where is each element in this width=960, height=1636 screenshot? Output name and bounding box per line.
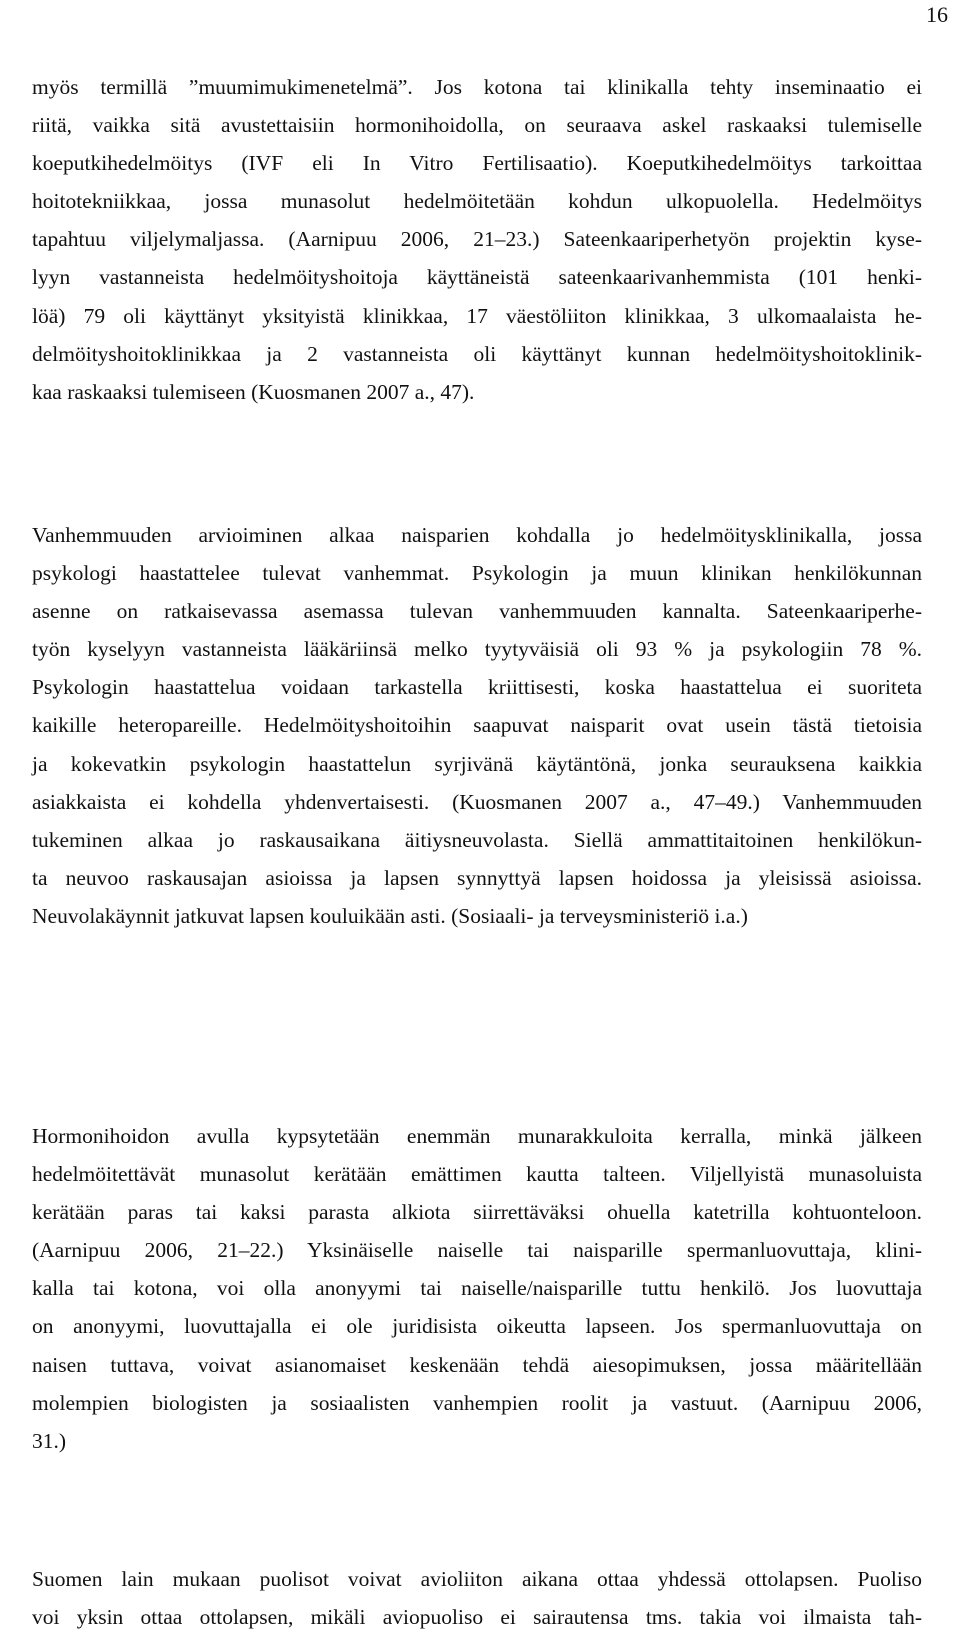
text-line: riitä, vaikka sitä avustettaisiin hormonihoidolla, on seuraava askel raskaaksi tulemiselle bbox=[32, 113, 922, 138]
text-line: Vanhemmuuden arvioiminen alkaa naisparien kohdalla jo hedelmöitysklinikalla, jossa bbox=[32, 523, 922, 547]
text-line: asenne on ratkaisevassa asemassa tulevan vanhemmuuden kannalta. Sateenkaariperhe- bbox=[32, 599, 922, 624]
text-line: (Aarnipuu 2006, 21–22.) Yksinäiselle naiselle tai naisparille spermanluovuttaja, klini- bbox=[32, 1238, 922, 1263]
text-line: molempien biologisten ja sosiaalisten vanhempien roolit ja vastuut. (Aarnipuu 2006, bbox=[32, 1390, 922, 1415]
paragraph-ivf-intro bbox=[32, 68, 922, 411]
text-line: voi yksin ottaa ottolapsen, mikäli aviopuoliso ei sairautensa tms. takia voi ilmaista tah- bbox=[32, 1605, 922, 1630]
text-line: delmöityshoitoklinikkaa ja 2 vastanneista oli käyttänyt kunnan hedelmöityshoitoklinik- bbox=[32, 341, 922, 366]
text-line: asiakkaista ei kohdella yhdenvertaisesti. (Kuosmanen 2007 a., 47–49.) Vanhemmuuden bbox=[32, 789, 922, 814]
text-line: 31.) bbox=[32, 1428, 67, 1453]
text-line: ta neuvoo raskausajan asioissa ja lapsen synnyttyä lapsen hoidossa ja yleisissä asioissa. bbox=[32, 865, 922, 890]
text-line: lyyn vastanneista hedelmöityshoitoja käyttäneistä sateenkaarivanhemmista (101 henki- bbox=[32, 265, 922, 290]
text-line: Suomen lain mukaan puolisot voivat avioliiton aikana ottaa yhdessä ottolapsen. Puoliso bbox=[32, 1567, 922, 1591]
page-number: 16 bbox=[926, 2, 948, 27]
text-line: Psykologin haastattelua voidaan tarkastella kriittisesti, koska haastattelua ei suoriteta bbox=[32, 675, 922, 700]
text-line: kaikille heteropareille. Hedelmöityshoitoihin saapuvat naisparit ovat usein tästä tietoisia bbox=[32, 713, 922, 738]
text-line: työn kyselyyn vastanneista lääkäriinsä melko tyytyväisiä oli 93 % ja psykologiin 78 %. bbox=[32, 637, 922, 662]
text-line: kaa raskaaksi tulemiseen (Kuosmanen 2007 a., 47). bbox=[32, 379, 475, 404]
text-line: naisen tuttava, voivat asianomaiset keskenään tehdä aiesopimuksen, jossa määritellään bbox=[32, 1352, 922, 1377]
paragraph-hormone-treatment bbox=[32, 1117, 922, 1460]
text-line: Hormonihoidon avulla kypsytetään enemmän munarakkuloita kerralla, minkä jälkeen bbox=[32, 1124, 922, 1148]
text-line: Neuvolakäynnit jatkuvat lapsen kouluikään asti. (Sosiaali- ja terveysministeriö i.a.) bbox=[32, 903, 748, 928]
paragraph-parenthood-assessment bbox=[32, 516, 922, 935]
text-line: koeputkihedelmöitys (IVF eli In Vitro Fertilisaatio). Koeputkihedelmöitys tarkoittaa bbox=[32, 151, 922, 176]
text-line: ja kokevatkin psykologin haastattelun syrjivänä käytäntönä, jonka seurauksena kaikkia bbox=[32, 751, 922, 776]
text-line: kalla tai kotona, voi olla anonyymi tai naiselle/naisparille tuttu henkilö. Jos luovuttaja bbox=[32, 1276, 922, 1301]
text-line: kerätään paras tai kaksi parasta alkiota siirrettäväksi ohuella katetrilla kohtuonteloon. bbox=[32, 1200, 922, 1225]
text-line: löä) 79 oli käyttänyt yksityistä klinikkaa, 17 väestöliiton klinikkaa, 3 ulkomaalaista he- bbox=[32, 303, 922, 328]
text-line: tukeminen alkaa jo raskausaikana äitiysneuvolasta. Siellä ammattitaitoinen henkilökun- bbox=[32, 827, 922, 852]
text-line: on anonyymi, luovuttajalla ei ole juridisista oikeutta lapseen. Jos spermanluovuttaja on bbox=[32, 1314, 922, 1339]
text-line: myös termillä ”muumimukimenetelmä”. Jos kotona tai klinikalla tehty inseminaatio ei bbox=[32, 75, 922, 99]
text-line: psykologi haastattelee tulevat vanhemmat. Psykologin ja muun klinikan henkilökunnan bbox=[32, 561, 922, 586]
paragraph-adoption-law bbox=[32, 1560, 922, 1636]
text-line: tapahtuu viljelymaljassa. (Aarnipuu 2006, 21–23.) Sateenkaariperhetyön projektin kyse- bbox=[32, 227, 922, 252]
text-line: hoitotekniikkaa, jossa munasolut hedelmöitetään kohdun ulkopuolella. Hedelmöitys bbox=[32, 189, 922, 214]
text-line: hedelmöitettävät munasolut kerätään emättimen kautta talteen. Viljellyistä munasoluista bbox=[32, 1162, 922, 1187]
